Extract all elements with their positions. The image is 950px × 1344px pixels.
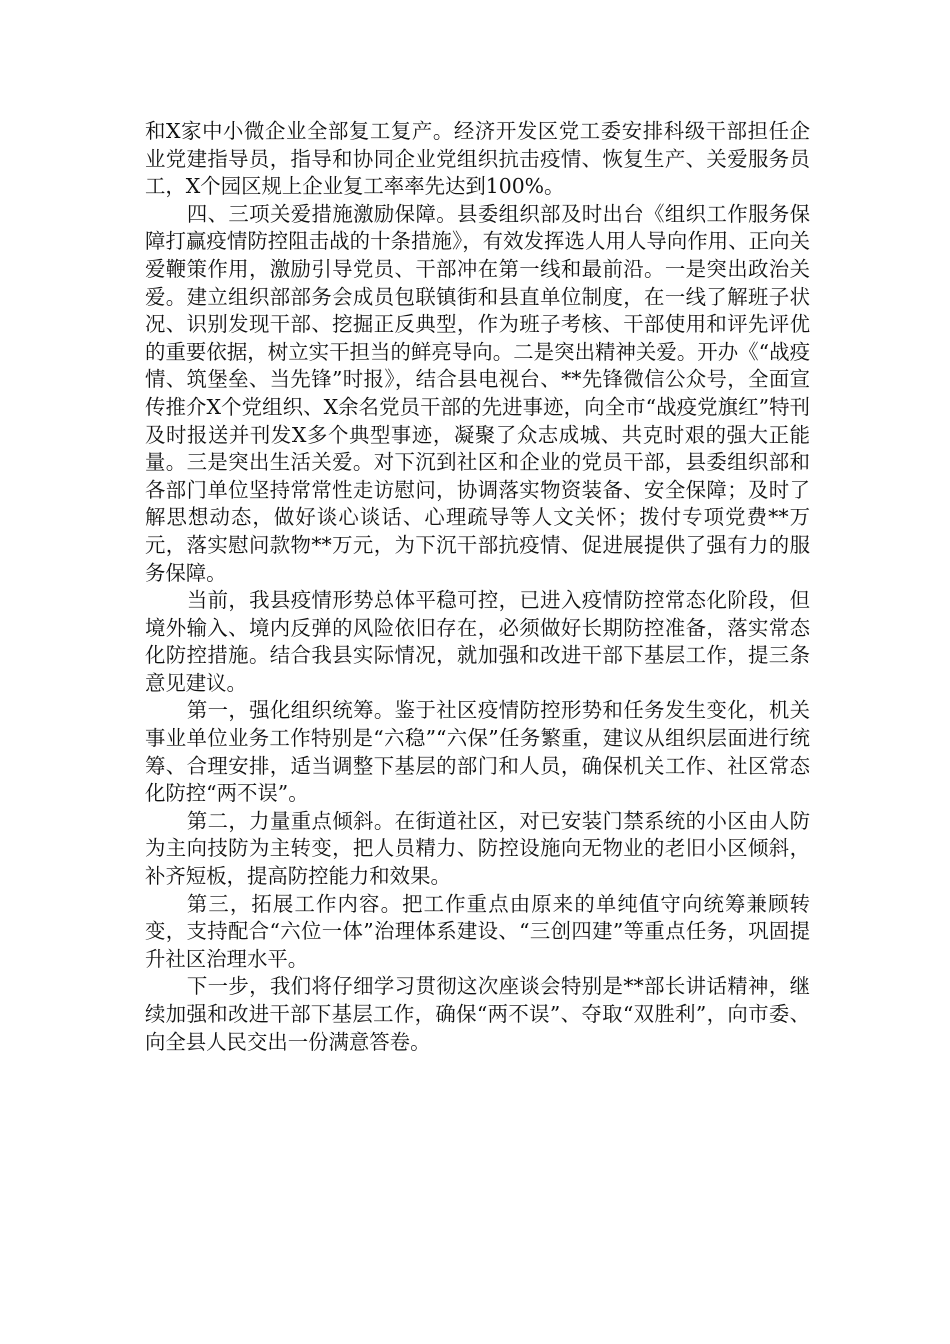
paragraph-suggestion-second: 第二，力量重点倾斜。在街道社区，对已安装门禁系统的小区由人防为主向技防为主转变，把人员精力、防控设施向无物业的老旧小区倾斜，补齐短板，提高防控能力和效果。 [145,808,810,889]
document-body [145,118,810,1056]
paragraph-next-steps: 下一步，我们将仔细学习贯彻这次座谈会特别是**部长讲话精神，继续加强和改进干部下基层工作，确保“两不误”、夺取“双胜利”，向市委、向全县人民交出一份满意答卷。 [145,974,810,1054]
paragraph-care-measures: 四、三项关爱措施激励保障。县委组织部及时出台《组织工作服务保障打赢疫情防控阻击战的十条措施》，有效发挥选人用人导向作用、正向关爱鞭策作用，激励引导党员、干部冲在第一线和最前沿。一是突出政治关爱。建立组织部部务会成员包联镇街和县直单位制度，在一线了解班子状况、识别发现干部、挖掘正反典型，作为班子考核、干部使用和评先评优的重要依据，树立实干担当的鲜亮导向。二是突出精神关爱。开办《“战疫情、筑堡垒、当先锋”时报》，结合县电视台、**先锋微信公众号，全面宣传推介X个党组织、X余名党员干部的先进事迹，向全市“战疫党旗红”特刊及时报送并刊发X多个典型事迹，凝聚了众志成城、共克时艰的强大正能量。三是突出生活关爱。对下沉到社区和企业的党员干部，县委组织部和各部门单位坚持常常性走访慰问，协调落实物资装备、安全保障；及时了解思想动态，做好谈心谈话、心理疏导等人文关怀；拨付专项党费**万元，落实慰问款物**万元，为下沉干部抗疫情、促进展提供了强有力的服务保障。 [145,201,810,585]
paragraph-suggestion-third: 第三，拓展工作内容。把工作重点由原来的单纯值守向统筹兼顾转变，支持配合“六位一体”治理体系建设、“三创四建”等重点任务，巩固提升社区治理水平。 [145,891,810,971]
paragraph-continuation: 和X家中小微企业全部复工复产。经济开发区党工委安排科级干部担任企业党建指导员，指导和协同企业党组织抗击疫情、恢复生产、关爱服务员工，X个园区规上企业复工率率先达到100%。 [145,119,810,199]
paragraph-suggestion-first: 第一，强化组织统筹。鉴于社区疫情防控形势和任务发生变化，机关事业单位业务工作特别是“六稳”“六保”任务繁重，建议从组织层面进行统筹、合理安排，适当调整下基层的部门和人员，确保机关工作、社区常态化防控“两不误”。 [145,698,810,806]
paragraph-current-situation: 当前，我县疫情形势总体平稳可控，已进入疫情防控常态化阶段，但境外输入、境内反弹的风险依旧存在，必须做好长期防控准备，落实常态化防控措施。结合我县实际情况，就加强和改进干部下基层工作，提三条意见建议。 [145,588,810,695]
